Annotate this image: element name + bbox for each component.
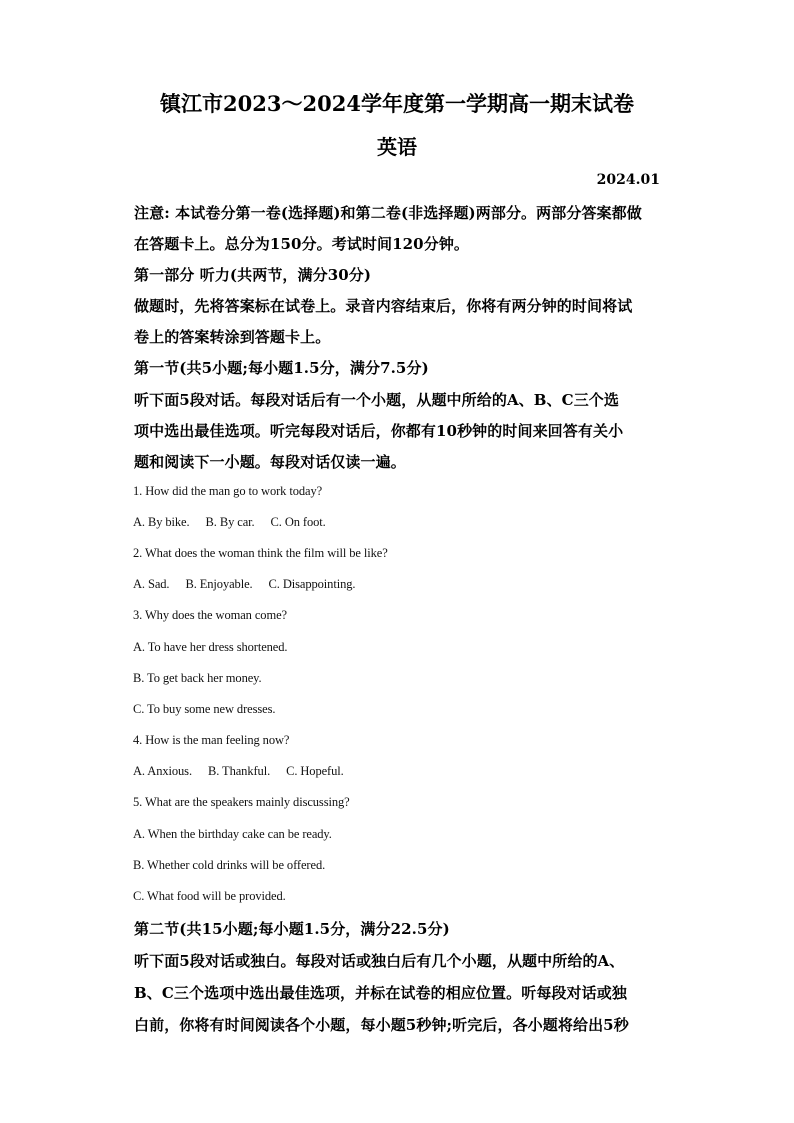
question-4-options xyxy=(133,764,360,779)
section1-instruction-2: 项中选出最佳选项。听完每段对话后，你都有10秒钟的时间来回答有关小 xyxy=(134,422,624,440)
section2-instruction-3: 白前，你将有时间阅读各个小题，每小题5秒钟;听完后，各小题将给出5秒 xyxy=(134,1016,629,1034)
question-2-option-c: C. Disappointing. xyxy=(268,577,356,591)
question-1-option-a: A. By bike. xyxy=(133,515,190,529)
question-3-option-a: A. To have her dress shortened. xyxy=(133,640,288,654)
question-5-option-c: C. What food will be provided. xyxy=(133,889,286,903)
part1-instruction-1: 做题时，先将答案标在试卷上。录音内容结束后，你将有两分钟的时间将试 xyxy=(134,297,633,315)
question-4-option-b: B. Thankful. xyxy=(207,764,271,778)
section2-heading: 第二节(共15小题;每小题1.5分，满分22.5分) xyxy=(134,920,450,938)
section1-heading: 第一节(共5小题;每小题1.5分，满分7.5分) xyxy=(134,359,429,377)
exam-subject: 英语 xyxy=(377,135,417,159)
part1-instruction-2: 卷上的答案转涂到答题卡上。 xyxy=(134,328,331,346)
notice-line-2: 在答题卡上。总分为150分。考试时间120分钟。 xyxy=(134,235,470,253)
question-3-option-c: C. To buy some new dresses. xyxy=(133,702,276,716)
section1-instruction-3: 题和阅读下一小题。每段对话仅读一遍。 xyxy=(134,453,406,471)
question-5-option-a: A. When the birthday cake can be ready. xyxy=(133,827,332,841)
question-5-option-b: B. Whether cold drinks will be offered. xyxy=(133,858,326,872)
question-2-option-a: A. Sad. xyxy=(133,577,170,591)
question-3-stem: 3. Why does the woman come? xyxy=(133,608,287,622)
section2-instruction-2: B、C三个选项中选出最佳选项，并标在试卷的相应位置。听每段对话或独 xyxy=(134,984,627,1002)
question-5-stem: 5. What are the speakers mainly discussing? xyxy=(133,795,350,809)
question-3-option-b: B. To get back her money. xyxy=(133,671,262,685)
question-2-option-b: B. Enjoyable. xyxy=(185,577,253,591)
section1-instruction-1: 听下面5段对话。每段对话后有一个小题，从题中所给的A、B、C三个选 xyxy=(134,391,619,409)
question-1-option-b: B. By car. xyxy=(205,515,255,529)
question-2-options xyxy=(133,577,371,592)
question-1-options xyxy=(133,515,342,530)
question-4-option-c: C. Hopeful. xyxy=(286,764,344,778)
part1-heading: 第一部分 听力(共两节，满分30分) xyxy=(134,266,372,284)
question-4-stem: 4. How is the man feeling now? xyxy=(133,733,290,747)
question-4-option-a: A. Anxious. xyxy=(133,764,192,778)
exam-date: 2024.01 xyxy=(596,172,660,188)
section2-instruction-1: 听下面5段对话或独白。每段对话或独白后有几个小题，从题中所给的A、 xyxy=(134,952,625,970)
exam-title: 镇江市2023～2024学年度第一学期高一期末试卷 xyxy=(160,91,634,116)
question-1-stem: 1. How did the man go to work today? xyxy=(133,484,323,498)
question-2-stem: 2. What does the woman think the film will be like? xyxy=(133,546,388,560)
notice-line-1: 注意: 本试卷分第一卷(选择题)和第二卷(非选择题)两部分。两部分答案都做 xyxy=(134,204,642,222)
question-1-option-c: C. On foot. xyxy=(270,515,326,529)
